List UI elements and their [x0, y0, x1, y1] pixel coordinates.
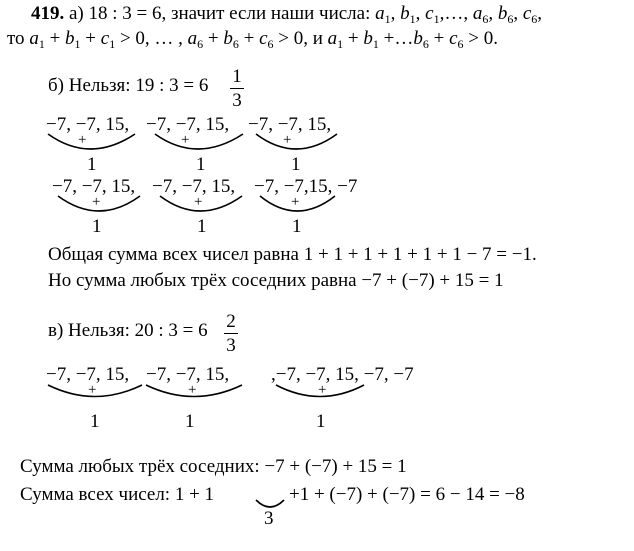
fraction-denominator: 3 [232, 90, 242, 111]
a-line1-text: , [488, 3, 498, 24]
part-b-heading: б) Нельзя: 19 : 3 = 6 [48, 75, 209, 96]
v-one-2: 1 [185, 411, 195, 432]
a-line2-text: + [238, 28, 260, 49]
a-line1-subscript: 6 [482, 12, 489, 26]
b-row1-plus-2: + [181, 132, 190, 148]
a-line2-text: > 0, … , [115, 28, 188, 49]
v-group-1: −7, −7, 15, [46, 364, 130, 385]
b-row1-group-3: −7, −7, 15, [248, 114, 332, 135]
a-line1-var: b [497, 3, 508, 24]
sum-underbrace [256, 500, 284, 507]
fraction-denominator: 3 [226, 335, 236, 356]
a-line2-var: b [413, 28, 423, 49]
a-line1-subscript: 6 [507, 12, 514, 26]
v-arc-1 [48, 382, 142, 398]
a-line2-subscript: 1 [38, 37, 45, 51]
v-arc-2 [146, 382, 242, 398]
fraction-numerator: 2 [226, 311, 236, 332]
a-line1-text: , [390, 3, 401, 24]
a-line2-text: + [80, 28, 101, 49]
b-row1-arc-1 [48, 134, 135, 149]
b-row2-group-3: −7, −7,15, −7 [254, 176, 358, 197]
a-line2-text: > 0. [463, 28, 498, 49]
a-line2-var: b [65, 28, 75, 49]
b-three-neighbors-line: Но сумма любых трёх соседних равна −7 + (−7) + 15 = 1 [48, 270, 504, 291]
a-line1-subscript: 6 [531, 12, 538, 26]
a-line1-var: a [375, 3, 385, 24]
a-line1-text: , [537, 3, 542, 24]
a-line2-subscript: 6 [457, 37, 464, 51]
b-row1-group-1: −7, −7, 15, [46, 114, 130, 135]
v-plus-2: + [188, 382, 197, 398]
a-line2-text: + [44, 28, 66, 49]
b-total-sum-line: Общая сумма всех чисел равна 1 + 1 + 1 + 1 + 1 + 1 − 7 = −1. [48, 244, 537, 265]
b-row2-group-1: −7, −7, 15, [52, 176, 136, 197]
v-plus-3: + [318, 382, 327, 398]
a-line2-subscript: 6 [267, 37, 274, 51]
a-line2-var: a [29, 28, 39, 49]
a-line2-text: +… [378, 28, 414, 49]
b-row2-one-3: 1 [292, 216, 302, 237]
a-line2-var: c [449, 28, 458, 49]
a-line1-subscript: 1 [384, 12, 391, 26]
a-line1-var: c [425, 3, 434, 24]
v-plus-1: + [88, 382, 97, 398]
fraction-numerator: 1 [232, 66, 242, 87]
a-line2-var: c [259, 28, 268, 49]
a-line2-text: > 0, и [273, 28, 328, 49]
b-row2-arc-3 [260, 196, 335, 211]
a-line2-subscript: 6 [197, 37, 204, 51]
b-row1-one-1: 1 [87, 154, 97, 175]
b-row2-group-2: −7, −7, 15, [152, 176, 236, 197]
a-line1-text: , [513, 3, 523, 24]
v-one-1: 1 [90, 411, 100, 432]
a-line1-var: b [400, 3, 410, 24]
a-line2-subscript: 6 [422, 37, 429, 51]
a-line2-text: + [203, 28, 224, 49]
b-row1-plus-1: + [78, 132, 87, 148]
b-row1-one-3: 1 [291, 154, 301, 175]
v-three-neighbors-line: Сумма любых трёх соседних: −7 + (−7) + 15 = 1 [20, 456, 407, 477]
b-row1-arc-2 [155, 134, 243, 149]
a-line1-var: c [522, 3, 532, 24]
b-row1-arc-3 [256, 134, 337, 149]
a-line2-text: + [428, 28, 450, 49]
b-row2-one-1: 1 [92, 216, 102, 237]
v-total-sum-lead: Сумма всех чисел: 1 + 1 [20, 484, 215, 505]
a-line1-text: , [415, 3, 426, 24]
a-line1-subscript: 1 [409, 12, 416, 26]
b-row1-one-2: 1 [196, 154, 206, 175]
a-line1-subscript: 1 [433, 12, 440, 26]
a-line2-subscript: 1 [74, 37, 81, 51]
a-line2-subscript: 6 [232, 37, 239, 51]
b-row2-arc-2 [160, 196, 242, 211]
v-one-3: 1 [316, 411, 326, 432]
a-line2-var: b [223, 28, 233, 49]
a-line2-var: c [100, 28, 110, 49]
part-a-lead-text: а) 18 : 3 = 6, значит если наши числа: [69, 3, 376, 24]
v-total-sum-tail: +1 + (−7) + (−7) = 6 − 14 = −8 [289, 484, 525, 505]
b-row2-plus-1: + [92, 194, 101, 210]
a-line2-var: a [187, 28, 198, 49]
b-row2-plus-2: + [194, 194, 203, 210]
b-row1-group-2: −7, −7, 15, [146, 114, 230, 135]
problem-number: 419. [31, 3, 65, 24]
v-group-3: ,−7, −7, 15, −7, −7 [271, 364, 414, 385]
a-line1-var: a [472, 3, 483, 24]
v-group-2: −7, −7, 15, [146, 364, 230, 385]
b-row2-one-2: 1 [197, 216, 207, 237]
b-row2-plus-3: + [291, 194, 300, 210]
a-line2-var: b [363, 28, 373, 49]
a-line2-var: a [327, 28, 338, 49]
a-line2-text: + [343, 28, 364, 49]
a-line2-subscript: 1 [372, 37, 379, 51]
part-v-heading: в) Нельзя: 20 : 3 = 6 [48, 320, 208, 341]
b-row1-plus-3: + [283, 132, 292, 148]
a-line1-text: ,…, [439, 3, 473, 24]
brace-count-label: 3 [264, 508, 274, 529]
a-line2-text: то [7, 28, 30, 49]
a-line2-subscript: 1 [337, 37, 344, 51]
v-arc-3 [276, 382, 364, 398]
b-row2-arc-1 [58, 196, 140, 211]
a-line2-subscript: 1 [109, 37, 116, 51]
